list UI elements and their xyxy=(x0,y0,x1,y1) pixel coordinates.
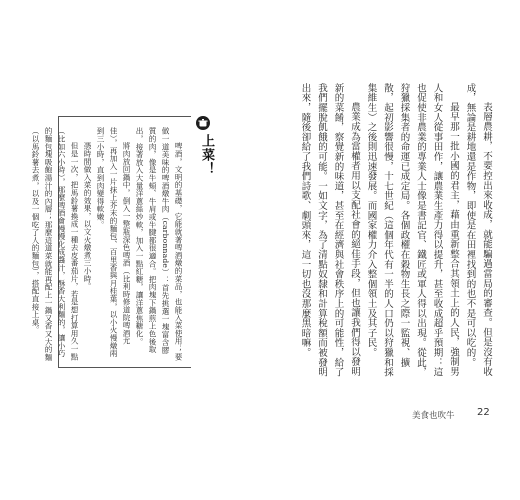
main-paragraph: 農業成為當權者用以支配社會的絕佳手段，但也讓我們得以發明新的菜餚，察覺新的味道，甚至在經濟與社會秩序上的可能性，給了我們擺脫飢餓的可能。一如文字，為了清點奴隸和計算稅額而被發明出來，隨後卻給了我們詩歌、劇頭來，這一切也沒那麼黑暗嘛。 xyxy=(299,83,360,377)
sidebar-body-text xyxy=(31,127,185,361)
cooking-pot-icon xyxy=(196,116,210,130)
sidebar-box xyxy=(31,116,191,368)
sidebar-paragraph: 將肉放回鍋中，倒入一整瓶深色啤酒（比利時修道院啤酒尤佳），再加入一片抹上芥末的麵包、百里香與月桂葉，以小火慢燉兩到三小時，直到肉變得軟嫩。 xyxy=(96,127,131,358)
main-paragraph: 表層農耕，不要控出來收成，就能騙過當局的審查。但是沒有收成，無論是耕地還是作物，即使是在田裡找到的也不是可以吃的。 xyxy=(464,83,492,377)
main-paragraph: 最早那一批小國的君主，藉由重新整合其領土上的人民，強制男人和女人從事田作，讓農業生產力得以提升，甚至收成超乎預期：這也促使非農業的專業人士像是書記官、鐵匠或軍人得以出現。從此，狩獵採集者的命運已成定局。各個政權在穀物生長之際一監視、擴散，起初影響很慢，十七世紀（這個年代有一半的人口仍以狩獵和採集維生）之後則迅速發展。而國家權力介入整個領土及其子民。 xyxy=(365,83,459,377)
main-body-text xyxy=(270,83,494,383)
sidebar-paragraph: 但是一次，把馬鈴薯換成一種去皮番茄片，若是想打算用久一點（比如六小時），那麼啤酒會慢慢化成醬汁，酥香大利麵的，讓小巧的麵包塊吸飽湯汁的內層；那麼這道菜就能再配上一鍋又香又大的麵（以馬鈴薯去煮，以及一個吃了人的麵包），搭配直接上桌。 xyxy=(31,127,79,361)
page-number: 22 xyxy=(477,407,490,418)
sidebar-paragraph: 啤酒，文明的基礎，它能就著啤酒燉的菜品，也能入菜使用；要做一道美味的啤酒燉牛肉（carbonnade）：首先挑選一塊富含膠質的肉，像是牛頰、牛肩或牛腱都很適合。把肉塊下鍋煎上色後取出，接著放入大量洋蔥絲炒軟，加入一點紅糖，讓洋蔥焦糖化。 xyxy=(135,127,183,361)
sidebar-title: 上菜！ xyxy=(199,134,214,176)
running-footer: 美食也吹牛 xyxy=(412,411,455,421)
sidebar-paragraph: 憑時間做入菜的效果，以文火燉煮三小時。 xyxy=(83,142,92,291)
